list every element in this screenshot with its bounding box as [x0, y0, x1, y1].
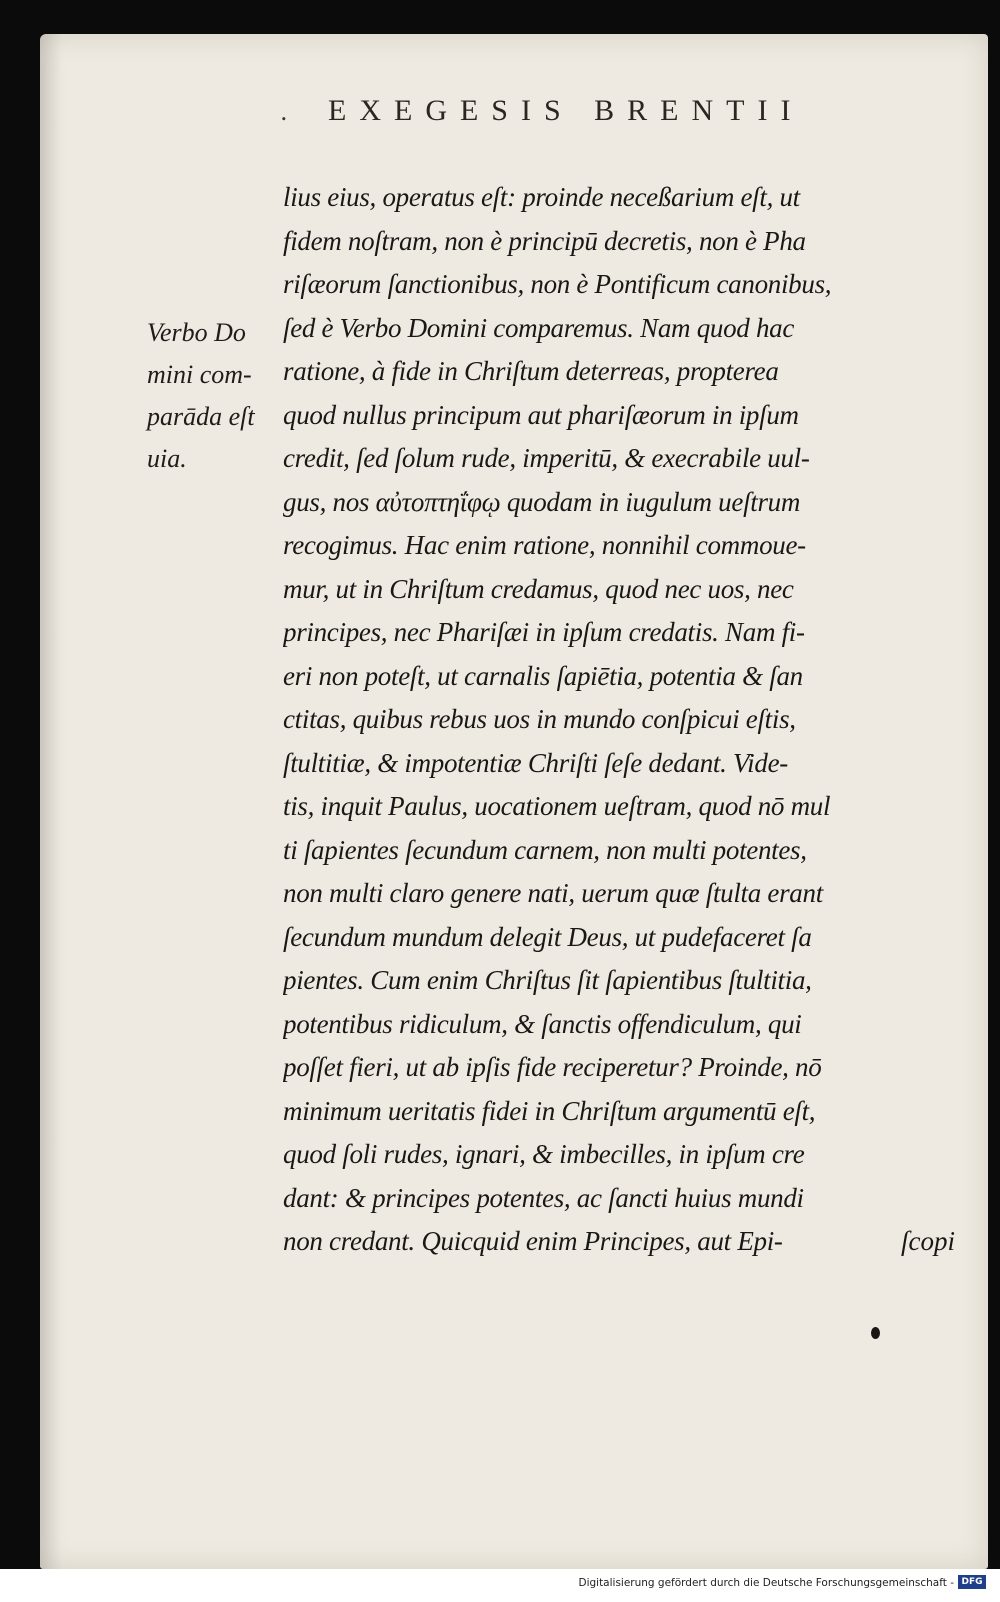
text-line: pientes. Cum enim Chriſtus ſit ſapientibus ſtultitia,: [283, 965, 812, 995]
ink-blot: [871, 1327, 880, 1339]
text-line: ti ſapientes ſecundum carnem, non multi potentes,: [283, 834, 807, 865]
marginal-note-line: mini com-: [147, 360, 252, 389]
marginal-note-line: parāda eſt: [147, 402, 255, 431]
funding-credit: Digitalisierung gefördert durch die Deutsche Forschungsgemeinschaft -: [578, 1577, 954, 1589]
text-line: quod nullus principum aut phariſæorum in ipſum: [283, 399, 799, 430]
text-line: fidem noſtram, non è principū decretis, non è Pha: [283, 225, 806, 256]
running-head: EXEGESIS BRENTII: [328, 94, 804, 127]
catchword: ſcopi: [901, 1226, 955, 1256]
text-line: dant: & principes potentes, ac ſancti huius mundi: [283, 1182, 804, 1213]
text-line: riſæorum ſanctionibus, non è Pontificum canonibus,: [283, 269, 832, 299]
text-line: credit, ſed ſolum rude, imperitū, & execrabile uul-: [283, 443, 810, 473]
text-line: gus, nos αὐτοπτηΐφῳ quodam in iugulum ueſtrum: [283, 486, 801, 517]
text-line: ſecundum mundum delegit Deus, ut pudefaceret ſa: [283, 921, 812, 952]
text-line: ctitas, quibus rebus uos in mundo conſpicui eſtis,: [283, 704, 796, 734]
body-text: [283, 176, 973, 1264]
text-line: non credant. Quicquid enim Principes, aut Epi-: [283, 1226, 783, 1256]
text-line: ſtultitiæ, & impotentiæ Chriſti ſeſe dedant. Vide-: [283, 747, 788, 778]
text-line: potentibus ridiculum, & ſanctis offendiculum, qui: [283, 1008, 802, 1039]
head-ornament-dot: .: [280, 98, 288, 126]
text-line: ratione, à fide in Chriſtum deterreas, propterea: [283, 356, 779, 386]
text-line: mur, ut in Chriſtum credamus, quod nec uos, nec: [283, 573, 794, 604]
text-line: eri non poteſt, ut carnalis ſapiētia, potentia & ſan: [283, 660, 803, 691]
text-line: lius eius, operatus eſt: proinde neceßarium eſt, ut: [283, 182, 800, 212]
text-line: quod ſoli rudes, ignari, & imbecilles, in ipſum cre: [283, 1139, 805, 1169]
text-line: recogimus. Hac enim ratione, nonnihil commoue-: [283, 530, 806, 560]
text-line: tis, inquit Paulus, uocationem ueſtram, quod nō mul: [283, 791, 831, 821]
text-line: non multi claro genere nati, uerum quæ ſtulta erant: [283, 878, 823, 908]
text-line: principes, nec Phariſæi in ipſum credatis. Nam fi-: [283, 617, 805, 647]
marginal-note-line: Verbo Do: [147, 318, 246, 347]
text-line: minimum ueritatis fidei in Chriſtum argumentū eſt,: [283, 1095, 816, 1126]
dfg-logo: DFG: [958, 1575, 986, 1589]
marginal-note-line: uia.: [147, 444, 187, 473]
text-line: poſſet fieri, ut ab ipſis fide reciperetur? Proinde, nō: [283, 1052, 822, 1082]
text-line: ſed è Verbo Domini comparemus. Nam quod hac: [283, 312, 795, 343]
